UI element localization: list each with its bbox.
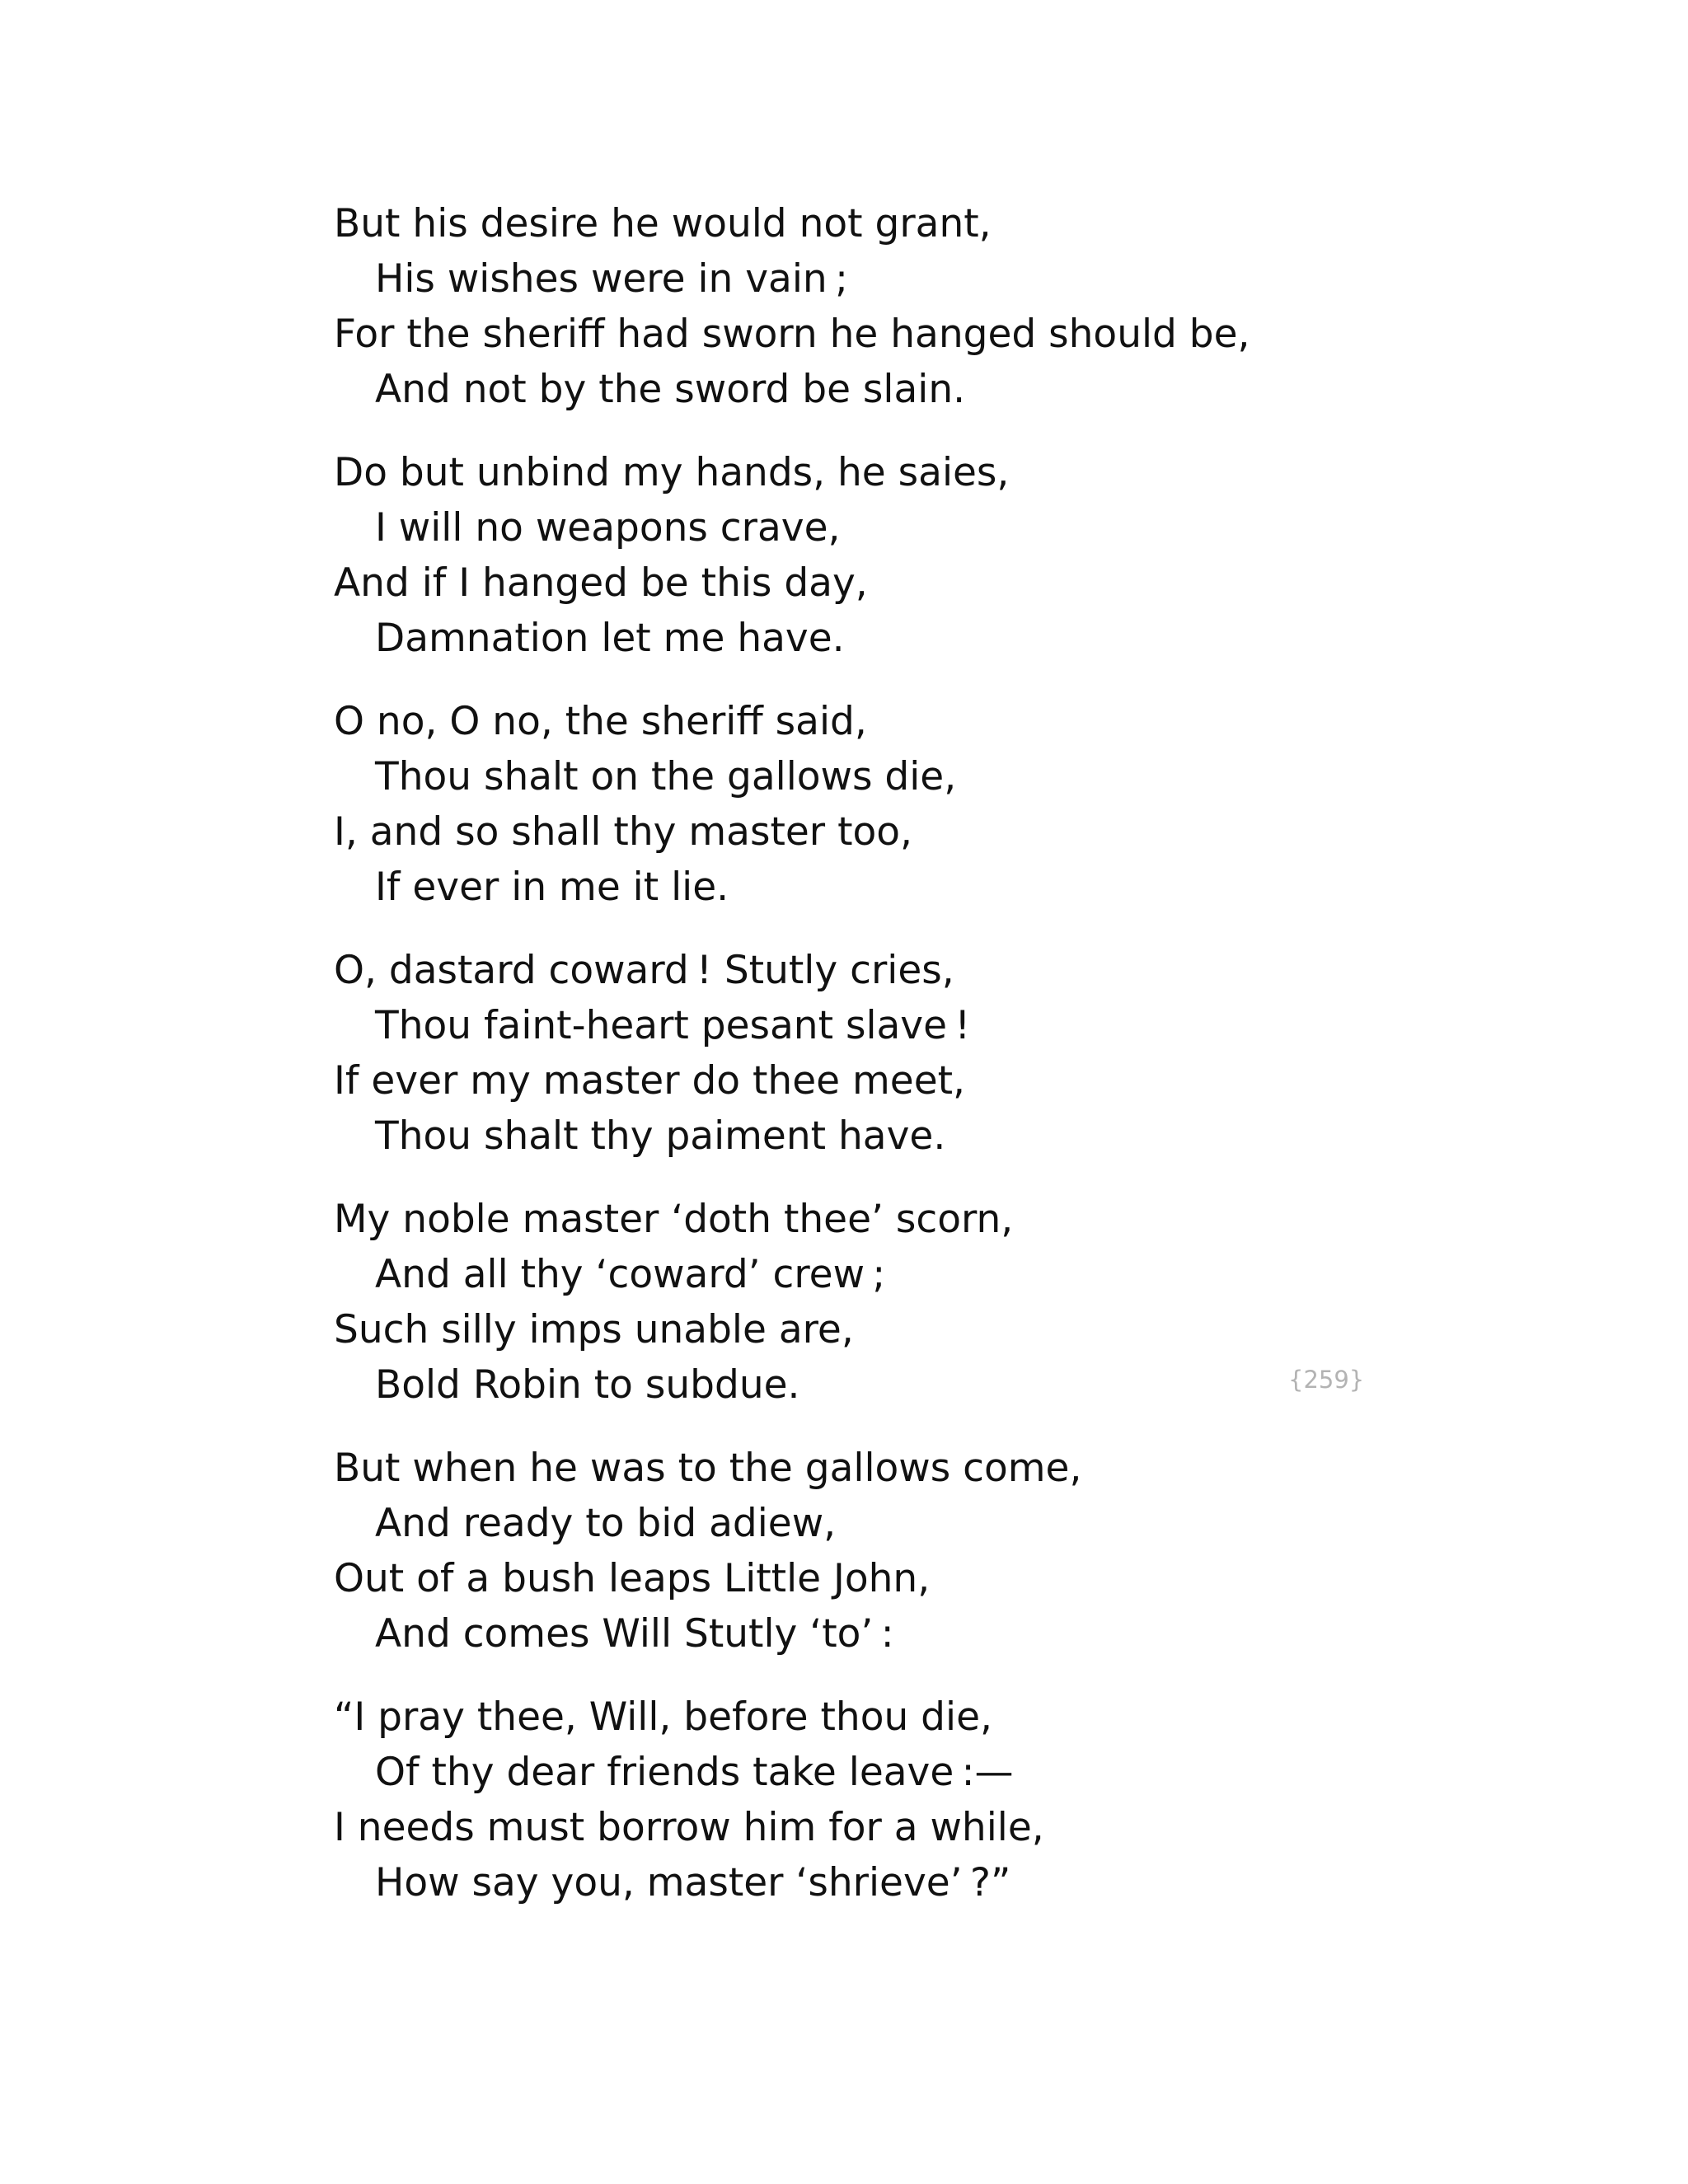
poem-line: O, dastard coward ! Stutly cries, (334, 948, 954, 993)
poem-line: I will no weapons crave, (375, 505, 841, 551)
page-number: {259} (1288, 1366, 1365, 1394)
stanza-7 (334, 1690, 1405, 1910)
poem-line: How say you, master ‘shrieve’ ?” (375, 1860, 1011, 1905)
poem-line: O no, O no, the sheriff said, (334, 699, 867, 744)
poem-line: Thou shalt on the gallows die, (375, 754, 957, 799)
poem-line: I needs must borrow him for a while, (334, 1805, 1044, 1850)
poem-line: And not by the sword be slain. (375, 367, 966, 412)
poem-line: Out of a bush leaps Little John, (334, 1556, 931, 1601)
poem-line: But when he was to the gallows come, (334, 1446, 1082, 1491)
poem-line: Thou shalt thy paiment have. (375, 1113, 946, 1159)
stanza-2 (334, 445, 1405, 666)
poem-line: Such silly imps unable are, (334, 1307, 854, 1352)
poem-line: Thou faint-heart pesant slave ! (375, 1003, 971, 1048)
stanza-5 (334, 1192, 1405, 1413)
stanza-6 (334, 1441, 1405, 1661)
poem-line: Bold Robin to subdue. (375, 1362, 800, 1408)
poem-line: But his desire he would not grant, (334, 201, 992, 246)
stanza-1 (334, 196, 1405, 417)
poem-line: Damnation let me have. (375, 616, 845, 661)
poem-line: And all thy ‘coward’ crew ; (375, 1252, 886, 1297)
poem-line: And if I hanged be this day, (334, 560, 868, 606)
poem-line: His wishes were in vain ; (375, 256, 848, 302)
poem-line: For the sheriff had sworn he hanged should be, (334, 312, 1250, 357)
poem-line: And ready to bid adiew, (375, 1501, 837, 1546)
poem-body (334, 196, 1405, 1938)
poem-line: If ever my master do thee meet, (334, 1058, 965, 1104)
poem-line: Do but unbind my hands, he saies, (334, 450, 1010, 495)
stanza-4 (334, 943, 1405, 1164)
poem-line: And comes Will Stutly ‘to’ : (375, 1611, 894, 1657)
poem-line: Of thy dear friends take leave :— (375, 1750, 1014, 1795)
stanza-3 (334, 694, 1405, 915)
poem-line: I, and so shall thy master too, (334, 809, 912, 855)
poem-line: If ever in me it lie. (375, 865, 729, 910)
poem-line: “I pray thee, Will, before thou die, (334, 1694, 992, 1740)
poem-line: My noble master ‘doth thee’ scorn, (334, 1197, 1014, 1242)
